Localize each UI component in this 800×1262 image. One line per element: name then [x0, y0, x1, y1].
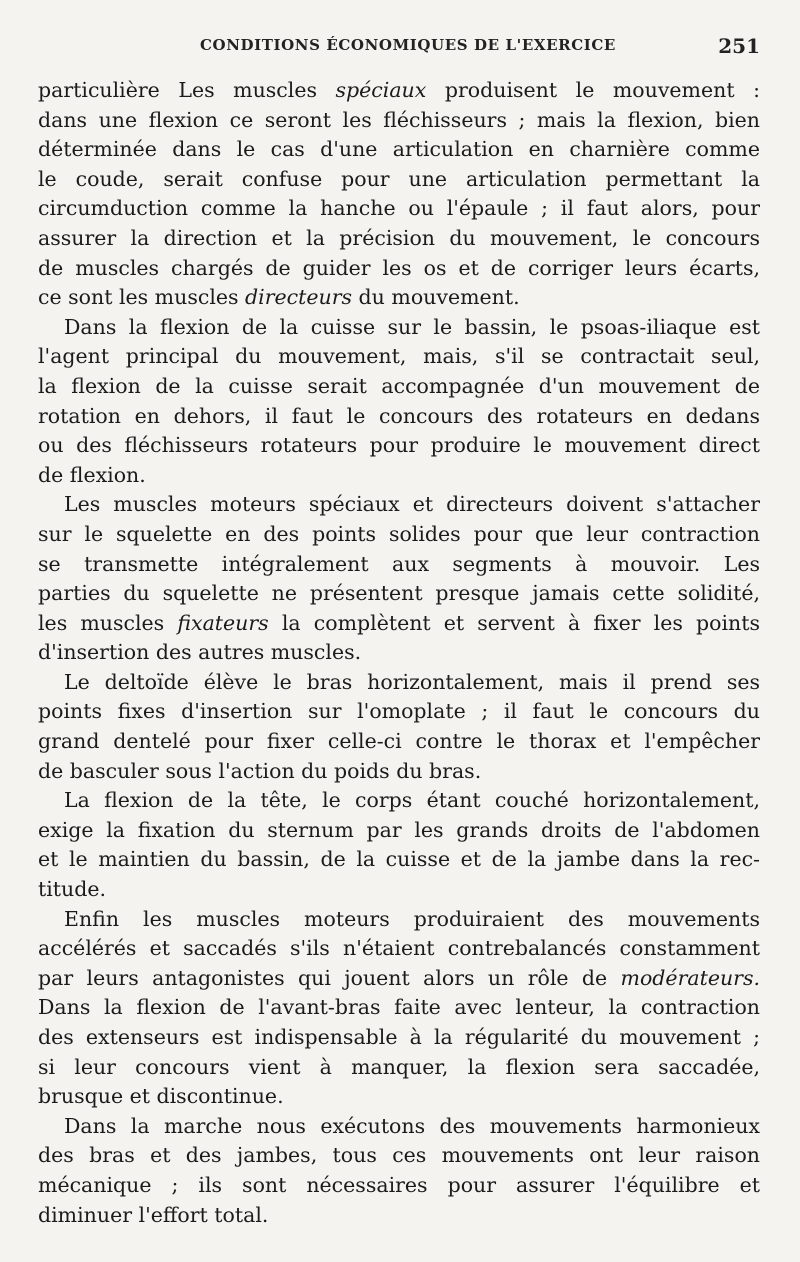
text-segment: brusque et discontinue.	[38, 1084, 284, 1109]
paragraph	[38, 786, 760, 904]
text-line	[38, 727, 760, 757]
text-line	[38, 905, 760, 935]
paragraph	[38, 490, 760, 668]
paragraph	[38, 668, 760, 786]
paragraph	[38, 905, 760, 1112]
text-segment: diminuer l'effort total.	[38, 1202, 269, 1227]
text-segment: dans une flexion ce seront les fléchisseurs ; mais la flexion, bien	[38, 107, 760, 132]
text-segment: grand dentelé pour fixer celle-ci contre le thorax et l'empêcher	[38, 729, 760, 754]
text-segment: de flexion.	[38, 462, 146, 487]
italic-term: fixateurs	[177, 610, 269, 635]
text-segment: parties du squelette ne présentent presque jamais cette solidité,	[38, 581, 760, 606]
italic-term: spéciaux	[335, 78, 427, 102]
text-line	[38, 283, 760, 313]
paragraph	[38, 1112, 760, 1230]
text-line	[38, 1171, 760, 1201]
text-line	[38, 1201, 760, 1231]
text-segment: le coude, serait confuse pour une articulation permettant la	[38, 166, 760, 191]
text-segment: la flexion de la cuisse serait accompagnée d'un mouvement de	[38, 373, 760, 398]
text-line	[38, 342, 760, 372]
text-line	[38, 1112, 760, 1142]
text-segment: particulière Les muscles	[38, 78, 336, 102]
text-line	[38, 224, 760, 254]
italic-term: modérateurs.	[620, 965, 760, 990]
text-line	[38, 135, 760, 165]
text-line	[38, 431, 760, 461]
text-line	[38, 490, 760, 520]
text-line	[38, 1082, 760, 1112]
text-line	[38, 816, 760, 846]
text-segment: les muscles	[38, 610, 178, 635]
text-line	[38, 786, 760, 816]
text-line	[38, 520, 760, 550]
text-segment: la complètent et servent à fixer les points	[268, 610, 760, 635]
text-segment: de muscles chargés de guider les os et de corriger leurs écarts,	[38, 255, 760, 280]
text-segment: assurer la direction et la précision du mouvement, le concours	[38, 225, 760, 250]
text-line	[38, 697, 760, 727]
text-segment: de basculer sous l'action du poids du bras.	[38, 758, 482, 783]
text-segment: ce sont les muscles	[38, 285, 246, 310]
text-segment: des extenseurs est indispensable à la régularité du mouvement ;	[38, 1025, 760, 1049]
text-segment: Dans la flexion de l'avant-bras faite avec lenteur, la contraction	[38, 995, 760, 1020]
text-segment: d'insertion des autres muscles.	[38, 640, 362, 665]
text-segment: titude.	[38, 877, 107, 902]
text-line	[38, 934, 760, 964]
italic-term: directeurs	[245, 285, 353, 310]
text-segment: ou des fléchisseurs rotateurs pour produire le mouvement direct	[38, 433, 760, 458]
text-line	[38, 106, 760, 136]
text-line	[38, 461, 760, 491]
text-segment: si leur concours vient à manquer, la flexion sera saccadée,	[38, 1054, 760, 1079]
text-segment: Les muscles moteurs spéciaux et directeurs doivent s'attacher	[64, 492, 760, 517]
text-line	[38, 638, 760, 668]
text-line	[38, 550, 760, 580]
text-line	[38, 254, 760, 284]
text-segment: exige la fixation du sternum par les grands droits de l'abdomen	[38, 817, 760, 842]
text-segment: Enfin les muscles moteurs produiraient des mouvements	[64, 906, 760, 931]
paragraph	[38, 313, 760, 491]
text-line	[38, 76, 760, 106]
text-line	[38, 194, 760, 224]
text-line	[38, 579, 760, 609]
text-segment: accélérés et saccadés s'ils n'étaient contrebalancés constamment	[38, 936, 760, 961]
text-segment: l'agent principal du mouvement, mais, s'il se contractait seul,	[38, 344, 760, 369]
text-line	[38, 609, 760, 639]
text-segment: des bras et des jambes, tous ces mouvements ont leur raison	[38, 1143, 760, 1168]
page-number: 251	[718, 34, 760, 58]
text-line	[38, 372, 760, 402]
text-line	[38, 964, 760, 994]
text-line	[38, 668, 760, 698]
text-line	[38, 1141, 760, 1171]
text-segment: produisent le mouvement :	[426, 78, 760, 102]
text-segment: points fixes d'insertion sur l'omoplate ; il faut le concours du	[38, 699, 760, 724]
text-segment: par leurs antagonistes qui jouent alors un rôle de	[38, 965, 621, 990]
text-segment: circumduction comme la hanche ou l'épaule ; il faut alors, pour	[38, 196, 760, 221]
text-segment: mécanique ; ils sont nécessaires pour assurer l'équilibre et	[38, 1172, 760, 1197]
paragraph	[38, 76, 760, 313]
text-segment: La flexion de la tête, le corps étant couché horizontalement,	[64, 788, 760, 813]
text-line	[38, 875, 760, 905]
text-segment: Le deltoïde élève le bras horizontalement, mais il prend ses	[64, 669, 760, 694]
running-title: CONDITIONS ÉCONOMIQUES DE L'EXERCICE	[200, 36, 616, 54]
running-head	[40, 36, 760, 66]
text-line	[38, 165, 760, 195]
text-line	[38, 313, 760, 343]
text-segment: Dans la flexion de la cuisse sur le bassin, le psoas-iliaque est	[64, 314, 760, 339]
text-segment: rotation en dehors, il faut le concours des rotateurs en dedans	[38, 403, 760, 428]
text-segment: Dans la marche nous exécutons des mouvements harmonieux	[64, 1113, 760, 1138]
text-segment: déterminée dans le cas d'une articulation en charnière comme	[38, 137, 760, 162]
text-segment: du mouvement.	[352, 285, 520, 310]
text-segment: sur le squelette en des points solides pour que leur contraction	[38, 521, 760, 546]
text-line	[38, 402, 760, 432]
text-segment: et le maintien du bassin, de la cuisse et de la jambe dans la rec-	[38, 847, 760, 872]
text-line	[38, 1023, 760, 1053]
text-line	[38, 757, 760, 787]
text-line	[38, 993, 760, 1023]
text-line	[38, 1053, 760, 1083]
text-segment: se transmette intégralement aux segments à mouvoir. Les	[38, 551, 760, 576]
body-text	[38, 76, 760, 1230]
text-line	[38, 845, 760, 875]
